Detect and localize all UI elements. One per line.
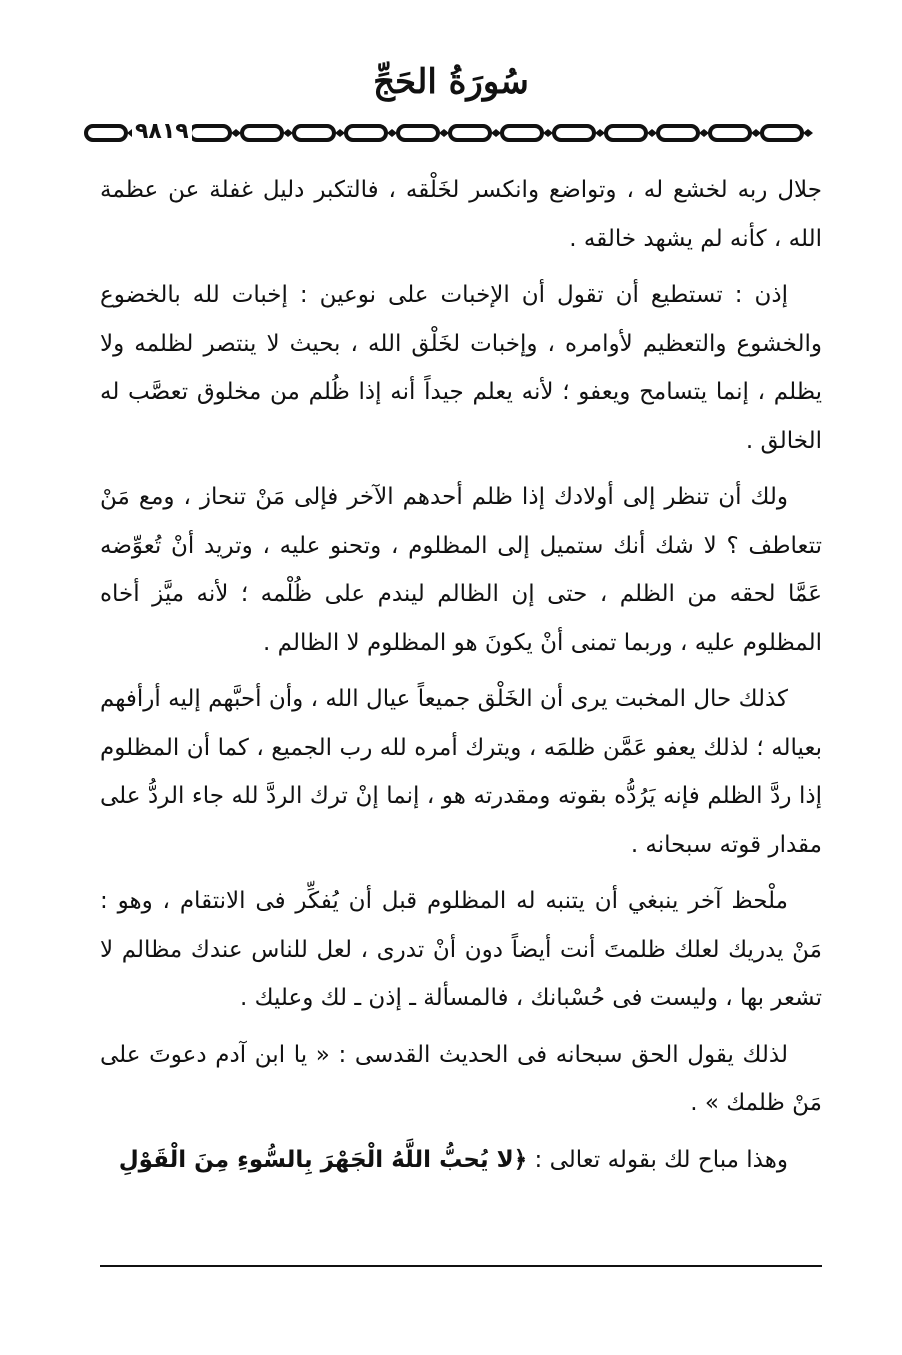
chain-link — [190, 126, 230, 140]
chain-diamond — [751, 129, 761, 137]
chain-link — [554, 126, 594, 140]
paragraph: كذلك حال المخبت يرى أن الخَلْق جميعاً عيال الله ، وأن أحبَّهم إليه أرأفهم بعياله ؛ لذلك يعفو عَمَّن ظلمَه ، ويترك أمره لله رب الجميع ، كما أن المظلوم إذا ردَّ الظلم فإنه يَرُدُّه بقوته ومقدرته هو ، إنما إنْ ترك الردَّ لله جاء الردُّ على مقدار قوته سبحانه . — [100, 686, 822, 858]
body-text — [100, 166, 822, 1192]
chain-link — [294, 126, 334, 140]
chain-diamond — [647, 129, 657, 137]
chain-link — [450, 126, 490, 140]
page-number: ٩٨١٩ — [132, 119, 192, 145]
chain-diamond — [283, 129, 293, 137]
chain-link — [398, 126, 438, 140]
chain-link — [762, 126, 802, 140]
paragraph: ملْحظ آخر ينبغي أن يتنبه له المظلوم قبل أن يُفكِّر فى الانتقام ، وهو : مَنْ يدريك لعلك ظلمتَ أنت أيضاً دون أنْ تدرى ، لعل للناس عندك مظالم لا تشعر بها ، وليست فى حُسْبانك ، فالمسألة ـ إذن ـ لك وعليك . — [100, 888, 822, 1011]
chain-link — [710, 126, 750, 140]
chain-link — [606, 126, 646, 140]
chain-link — [658, 126, 698, 140]
chain-diamond — [335, 129, 345, 137]
chain-diamond — [595, 129, 605, 137]
paragraph-prefix: وهذا مباح لك بقوله تعالى : — [527, 1146, 788, 1173]
chain-diamond — [439, 129, 449, 137]
chain-diamond — [699, 129, 709, 137]
surah-title: سُورَةُ الحَجِّ — [373, 62, 529, 102]
chain-link — [346, 126, 386, 140]
quran-verse: ﴿لا يُحبُّ اللَّهُ الْجَهْرَ بِالسُّوءِ مِنَ الْقَوْلِ — [118, 1146, 528, 1173]
chain-link — [502, 126, 542, 140]
paragraph: ولك أن تنظر إلى أولادك إذا ظلم أحدهم الآخر فإلى مَنْ تنحاز ، ومع مَنْ تتعاطف ؟ لا شك أنك ستميل إلى المظلوم ، وتحنو عليه ، وتريد أنْ تُعوِّضه عَمَّا لحقه من الظلم ، حتى إن الظالم ليندم على ظُلْمه ؛ لأنه ميَّز أخاه المظلوم عليه ، وربما تمنى أنْ يكونَ هو المظلوم لا الظالم . — [100, 484, 822, 656]
chain-diamond — [491, 129, 501, 137]
chain-diamond — [231, 129, 241, 137]
header-ornament-band — [82, 120, 822, 146]
footer-rule — [100, 1265, 822, 1267]
paragraph: لذلك يقول الحق سبحانه فى الحديث القدسى : « يا ابن آدم دعوتَ على مَنْ ظلمك » . — [100, 1041, 822, 1116]
paragraph-last — [100, 1136, 822, 1185]
chain-diamond — [543, 129, 553, 137]
paragraph: إذن : تستطيع أن تقول أن الإخبات على نوعين : إخبات لله بالخضوع والخشوع والتعظيم لأوامره ، وإخبات لخَلْق الله ، بحيث لا ينتصر لظلمه ولا يظلم ، إنما يتسامح ويعفو ؛ لأنه يعلم جيداً أنه إذا ظُلم من مخلوق تعصَّب له الخالق . — [100, 282, 822, 454]
chain-link — [86, 126, 126, 140]
paragraph: جلال ربه لخشع له ، وتواضع وانكسر لخَلْقه ، فالتكبر دليل غفلة عن عظمة الله ، كأنه لم يشهد خالقه . — [100, 177, 822, 252]
chain-diamond — [803, 129, 813, 137]
chain-link — [242, 126, 282, 140]
chain-diamond — [387, 129, 397, 137]
chain-ornament — [82, 120, 822, 146]
